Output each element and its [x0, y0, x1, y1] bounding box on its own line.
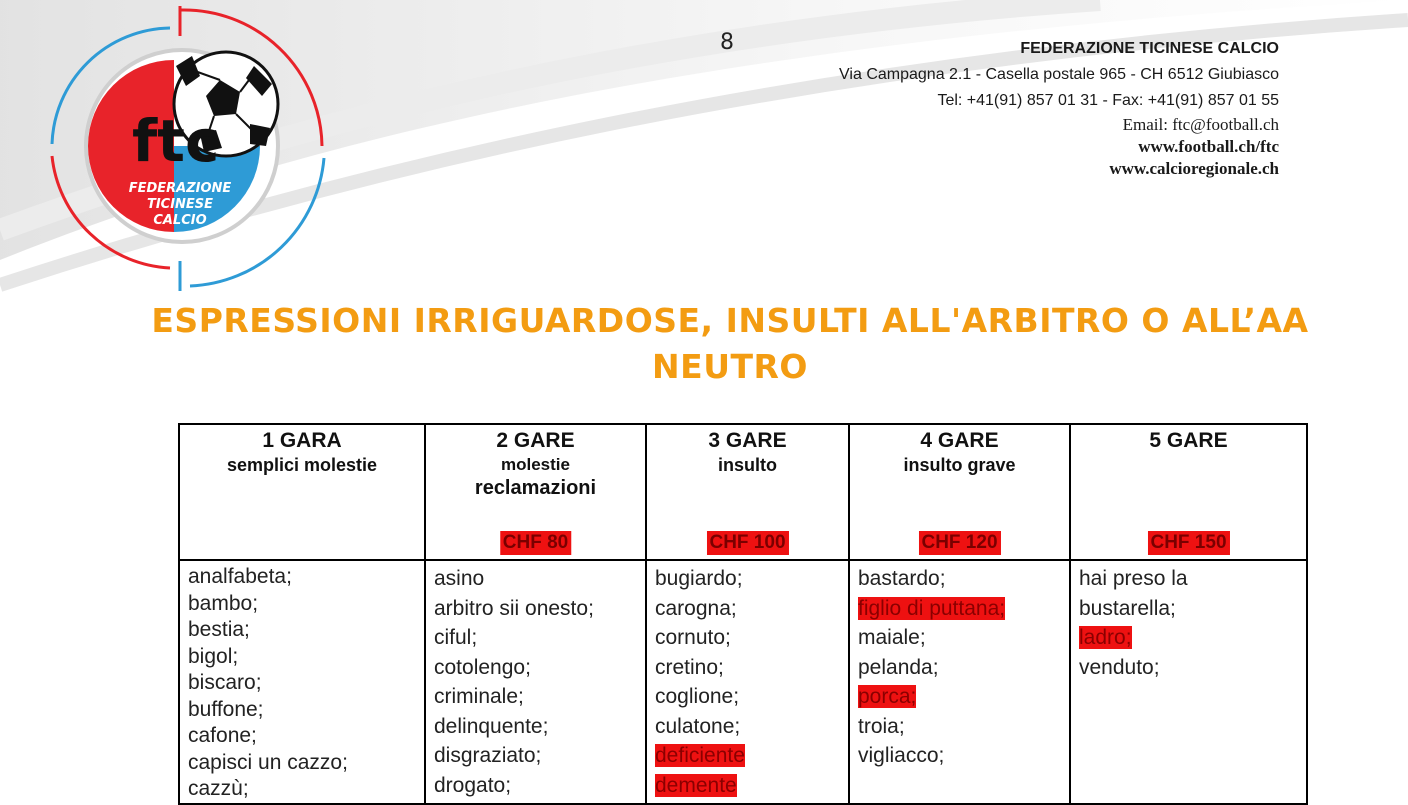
- list-item: [1079, 564, 1306, 594]
- organization-address: Via Campagna 2.1 - Casella postale 965 - CH 6512 Giubiasco: [839, 66, 1279, 83]
- words-cell-2: [425, 560, 646, 804]
- word: bestia;: [188, 618, 250, 641]
- highlighted-word: deficiente: [655, 744, 745, 767]
- word: venduto;: [1079, 655, 1160, 679]
- list-item: [434, 771, 645, 801]
- list-item: [434, 712, 645, 742]
- organization-website-2: www.calcioregionale.ch: [1109, 159, 1279, 178]
- word: buffone;: [188, 697, 264, 721]
- organization-name: FEDERAZIONE TICINESE CALCIO: [1020, 40, 1279, 57]
- list-item: [188, 617, 424, 644]
- word: analfabeta;: [188, 565, 292, 588]
- list-item: [858, 564, 1069, 594]
- word: cretino;: [655, 655, 724, 679]
- word: capisci un cazzo;: [188, 750, 348, 774]
- words-cell-5: [1070, 560, 1307, 804]
- word-list: [850, 561, 1069, 771]
- organization-contact-block: [839, 36, 1279, 180]
- word: cotolengo;: [434, 655, 531, 679]
- word: troia;: [858, 714, 905, 738]
- list-item: [434, 741, 645, 771]
- column-title: 3 GARE: [708, 429, 787, 452]
- list-item: [188, 644, 424, 671]
- column-subtitle: insulto grave: [903, 455, 1016, 475]
- list-item: [655, 653, 848, 683]
- list-item: [858, 594, 1069, 624]
- organization-website-1: www.football.ch/ftc: [1138, 137, 1279, 156]
- column-title: 5 GARE: [1149, 429, 1228, 452]
- word: bastardo;: [858, 567, 946, 590]
- words-cell-4: [849, 560, 1070, 804]
- logo-text-line1: FEDERAZIONE: [128, 181, 232, 196]
- list-item: [434, 682, 645, 712]
- list-item: [858, 682, 1069, 712]
- column-title: 2 GARE: [496, 429, 575, 452]
- word: cazzù;: [188, 777, 249, 800]
- word-list: [180, 561, 424, 803]
- column-subtitle: semplici molestie: [226, 455, 378, 475]
- list-item: [188, 723, 424, 750]
- list-item: [655, 712, 848, 742]
- highlighted-word: demente: [655, 773, 737, 797]
- list-item: [858, 623, 1069, 653]
- column-header-2-gare: [425, 424, 646, 560]
- word: pelanda;: [858, 655, 939, 679]
- list-item: [188, 564, 424, 591]
- list-item: [434, 594, 645, 624]
- list-item: [655, 682, 848, 712]
- column-title: 4 GARE: [920, 429, 999, 452]
- fee-badge: CHF 80: [500, 531, 571, 555]
- word: bustarella;: [1079, 596, 1176, 620]
- table-body-row: [179, 560, 1307, 804]
- word-list: [1071, 561, 1306, 682]
- list-item: [434, 623, 645, 653]
- word-list: [647, 561, 848, 800]
- word: cornuto;: [655, 626, 731, 649]
- word: carogna;: [655, 596, 737, 620]
- organization-phone: Tel: +41(91) 857 01 31 - Fax: +41(91) 857 01 55: [937, 92, 1279, 109]
- penalties-table: [178, 423, 1308, 805]
- table-header-row: [179, 424, 1307, 560]
- list-item: [858, 741, 1069, 771]
- words-cell-1: [179, 560, 425, 804]
- fee-badge: CHF 150: [1147, 531, 1229, 555]
- column-header-3-gare: [646, 424, 849, 560]
- list-item: [188, 697, 424, 724]
- list-item: [188, 776, 424, 803]
- highlighted-word: porca;: [858, 685, 917, 708]
- fee-badge: CHF 100: [706, 531, 788, 555]
- list-item: [655, 623, 848, 653]
- word: coglione;: [655, 685, 740, 708]
- word: bugiardo;: [655, 567, 743, 590]
- word: arbitro sii onesto;: [434, 596, 594, 620]
- column-title: 1 GARA: [262, 429, 342, 452]
- list-item: [434, 653, 645, 683]
- word: maiale;: [858, 626, 926, 649]
- list-item: [1079, 653, 1306, 683]
- list-item: [655, 564, 848, 594]
- list-item: [655, 594, 848, 624]
- word: delinquente;: [434, 714, 549, 738]
- word: vigliacco;: [858, 744, 945, 767]
- ftc-logo: [40, 6, 330, 291]
- word: ciful;: [434, 626, 478, 649]
- fee-badge: CHF 120: [918, 531, 1000, 555]
- word: drogato;: [434, 773, 512, 797]
- list-item: [1079, 594, 1306, 624]
- list-item: [655, 771, 848, 801]
- word: hai preso la: [1079, 567, 1188, 590]
- list-item: [655, 741, 848, 771]
- word: bigol;: [188, 644, 239, 668]
- list-item: [434, 564, 645, 594]
- word: asino: [434, 567, 485, 590]
- list-item: [188, 750, 424, 777]
- document-title-line2: NEUTRO: [652, 347, 808, 386]
- logo-monogram: ftc: [132, 107, 220, 175]
- column-header-5-gare: [1070, 424, 1307, 560]
- document-title-line1: ESPRESSIONI IRRIGUARDOSE, INSULTI ALL'ARBITRO O ALL’AA: [151, 301, 1309, 340]
- document-title: [150, 298, 1310, 390]
- highlighted-word: ladro;: [1079, 626, 1132, 649]
- word: culatone;: [655, 714, 741, 738]
- words-cell-3: [646, 560, 849, 804]
- column-subtitle: molestie: [501, 455, 570, 474]
- word: cafone;: [188, 724, 257, 747]
- word: bambo;: [188, 591, 259, 615]
- word: disgraziato;: [434, 744, 542, 767]
- logo-text-line3: CALCIO: [153, 213, 207, 228]
- page-number: 8: [720, 30, 734, 55]
- word: criminale;: [434, 685, 524, 708]
- word: biscaro;: [188, 671, 262, 694]
- highlighted-word: figlio di puttana;: [858, 596, 1006, 620]
- list-item: [188, 591, 424, 618]
- column-header-4-gare: [849, 424, 1070, 560]
- organization-email: Email: ftc@football.ch: [1122, 115, 1279, 134]
- list-item: [858, 653, 1069, 683]
- logo-text-line2: TICINESE: [146, 197, 214, 212]
- word-list: [426, 561, 645, 800]
- column-subtitle: insulto: [718, 455, 777, 475]
- column-subtitle-2: reclamazioni: [474, 477, 597, 499]
- list-item: [188, 670, 424, 697]
- list-item: [858, 712, 1069, 742]
- list-item: [1079, 623, 1306, 653]
- column-header-1-gara: [179, 424, 425, 560]
